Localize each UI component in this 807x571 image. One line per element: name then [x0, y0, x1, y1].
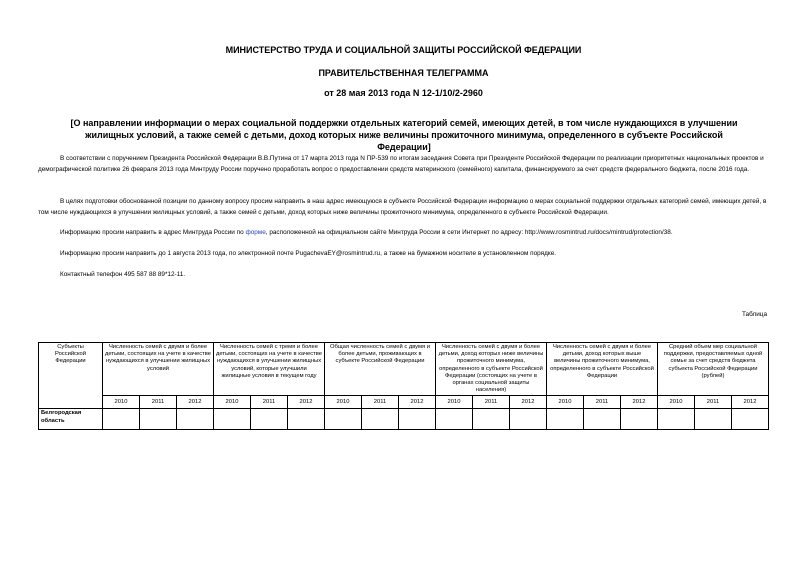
table-cell	[214, 409, 251, 430]
paragraph-5: Контактный телефон 495 587 88 89*12-11.	[60, 271, 186, 278]
column-group-header: Средний объем мер социальной поддержки, предоставляемых одной семье за счет средств бюджета субъекта Российской Федерации (рублей)	[658, 343, 769, 396]
column-header-subject: Субъекты Российской Федерации	[39, 343, 103, 409]
document-type-heading: ПРАВИТЕЛЬСТВЕННАЯ ТЕЛЕГРАММА	[318, 68, 489, 78]
table-cell	[362, 409, 399, 430]
table-cell	[621, 409, 658, 430]
year-header: 2011	[251, 396, 288, 409]
table-row	[39, 409, 769, 430]
region-name: Белгородская область	[39, 409, 103, 430]
paragraph-3-text-after: , расположенной на официальном сайте Минтруда России в сети Интернет по адресу: http://www.rosmintrud.ru/docs/mintrud/protection/38.	[265, 229, 673, 236]
table-cell	[436, 409, 473, 430]
table-cell	[695, 409, 732, 430]
column-group-header: Общая численность семей с двумя и более детьми, проживающих в субъекте Российской Федерации	[325, 343, 436, 396]
ministry-heading: МИНИСТЕРСТВО ТРУДА И СОЦИАЛЬНОЙ ЗАЩИТЫ РОССИЙСКОЙ ФЕДЕРАЦИИ	[225, 45, 582, 55]
column-group-header: Численность семей с двумя и более детьми, состоящих на учете в качестве нуждающихся в улучшении жилищных условий	[103, 343, 214, 396]
table-cell	[473, 409, 510, 430]
year-header: 2010	[436, 396, 473, 409]
year-header: 2011	[362, 396, 399, 409]
table-cell	[325, 409, 362, 430]
paragraph-4: Информацию просим направить до 1 августа 2013 года, по электронной почте PugachevaEY@rosmintrud.ru, а также на бумажном носителе в установленном порядке.	[60, 250, 557, 257]
table-cell	[510, 409, 547, 430]
year-header: 2011	[140, 396, 177, 409]
paragraph-3-text-before: Информацию просим направить в адрес Минтруда России по	[60, 229, 246, 236]
year-header: 2012	[399, 396, 436, 409]
year-header: 2012	[510, 396, 547, 409]
table-cell	[658, 409, 695, 430]
paragraph-3	[38, 228, 769, 239]
year-header: 2011	[473, 396, 510, 409]
year-header: 2010	[214, 396, 251, 409]
table-cell	[584, 409, 621, 430]
table-cell	[288, 409, 325, 430]
document-subject: [О направлении информации о мерах социальной поддержки отдельных категорий семей, имеющих детей, в том числе нуждающихся в улучшении жилищных условий, а также семей с детьми, доход которых ниже величины прожиточного минимума, определенного в субъекте Российской Федерации]	[70, 118, 738, 152]
year-header: 2012	[732, 396, 769, 409]
paragraph-1: В соответствии с поручением Президента Российской Федерации В.В.Путина от 17 марта 2013 года N ПР-539 по итогам заседания Совета при Президенте Российской Федерации по реализации приоритетных национальных проектов и демографической политике 26 февраля 2013 года Минтруду России поручено проработать вопрос о предоставлении средств материнского (семейного) капитала, финансируемого за счет средств федерального бюджета, после 2016 года.	[38, 155, 764, 173]
year-header: 2012	[177, 396, 214, 409]
year-header: 2011	[584, 396, 621, 409]
column-group-header: Численность семей с тремя и более детьми, состоящих на учете в качестве нуждающихся в улучшении жилищных условий, которые улучшили жилищные условия в текущем году	[214, 343, 325, 396]
document-date-number: от 28 мая 2013 года N 12-1/10/2-2960	[324, 88, 483, 98]
table-header-row	[39, 343, 769, 396]
year-header: 2012	[288, 396, 325, 409]
data-table	[38, 342, 769, 430]
year-header: 2010	[547, 396, 584, 409]
table-cell	[399, 409, 436, 430]
table-cell	[251, 409, 288, 430]
form-link[interactable]: форме	[245, 229, 266, 236]
year-header: 2012	[621, 396, 658, 409]
column-group-header: Численность семей с двумя и более детьми, доход которых ниже величины прожиточного минимума, определенного в субъекте Российской Федерации (состоящих на учете в органах социальной защиты населения)	[436, 343, 547, 396]
year-header: 2010	[658, 396, 695, 409]
table-cell	[177, 409, 214, 430]
table-cell	[547, 409, 584, 430]
year-header: 2010	[325, 396, 362, 409]
table-caption: Таблица	[741, 311, 767, 318]
year-header: 2010	[103, 396, 140, 409]
table-cell	[732, 409, 769, 430]
column-group-header: Численность семей с двумя и более детьми, доход которых выше величины прожиточного минимума, определенного в субъекте Российской Федерации	[547, 343, 658, 396]
table-cell	[103, 409, 140, 430]
year-header: 2011	[695, 396, 732, 409]
table-years-row	[39, 396, 769, 409]
table-cell	[140, 409, 177, 430]
paragraph-2: В целях подготовки обоснованной позиции по данному вопросу просим направить в наш адрес имеющуюся в субъекте Российской Федерации информацию о мерах социальной поддержки отдельных категорий семей, имеющих детей, в том числе нуждающихся в улучшении жилищных условий, а также семей с детьми, доход которых ниже величины прожиточного минимума, определенного в субъекте Российской Федерации.	[38, 198, 767, 216]
